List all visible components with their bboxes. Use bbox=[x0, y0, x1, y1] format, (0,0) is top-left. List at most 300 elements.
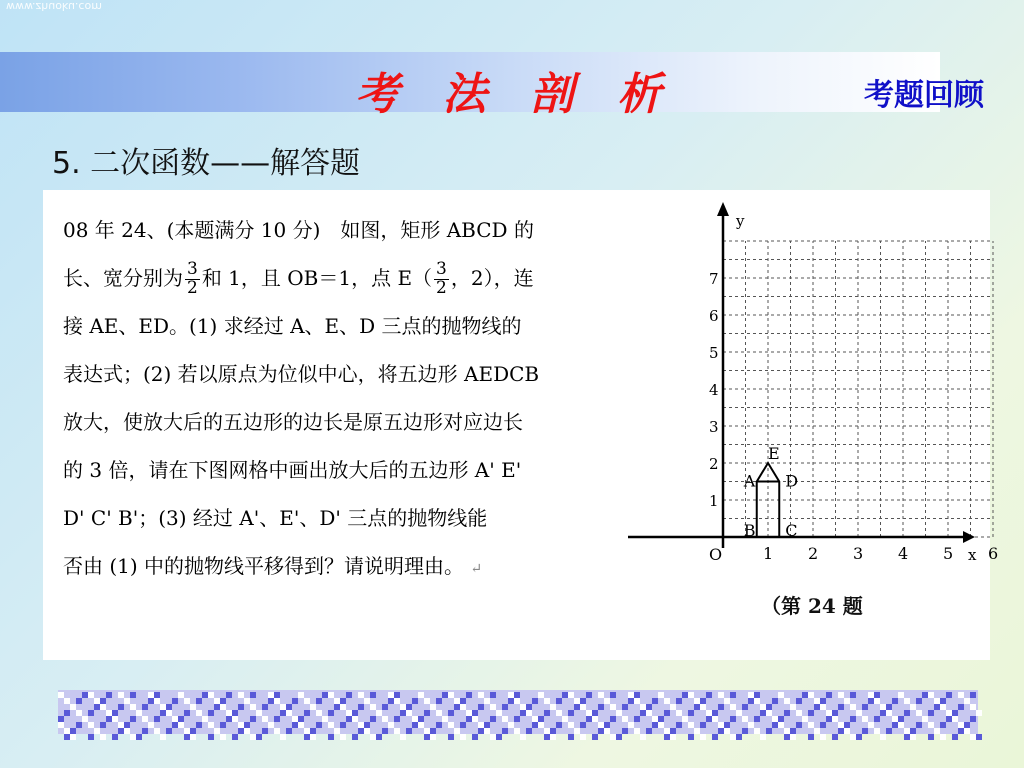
footer-tile bbox=[880, 704, 886, 710]
footer-tile bbox=[154, 728, 160, 734]
y-tick-label: 5 bbox=[709, 344, 719, 362]
footer-tile bbox=[172, 698, 178, 704]
footer-tile bbox=[430, 728, 436, 734]
footer-tile bbox=[220, 734, 226, 740]
footer-tile bbox=[598, 692, 604, 698]
footer-tile bbox=[640, 710, 646, 716]
footer-tile bbox=[742, 716, 748, 722]
tick-labels bbox=[709, 270, 998, 563]
footer-tile bbox=[394, 728, 400, 734]
footer-tile bbox=[778, 716, 784, 722]
footer-tile bbox=[346, 710, 352, 716]
footer-tile bbox=[544, 734, 550, 740]
footer-tile bbox=[928, 692, 934, 698]
x-tick-label: 3 bbox=[853, 544, 864, 563]
footer-tile bbox=[376, 710, 382, 716]
footer-tile bbox=[826, 710, 832, 716]
x-tick-label: 2 bbox=[808, 544, 819, 563]
footer-tile bbox=[466, 692, 472, 698]
footer-tile bbox=[274, 728, 280, 734]
footer-tile bbox=[58, 692, 64, 698]
footer-tile bbox=[58, 722, 64, 728]
footer-tile bbox=[724, 722, 730, 728]
footer-tile bbox=[754, 698, 760, 704]
footer-tile bbox=[214, 698, 220, 704]
footer-tile bbox=[574, 704, 580, 710]
footer-tile bbox=[502, 704, 508, 710]
footer-tile bbox=[154, 698, 160, 704]
footer-tile bbox=[646, 704, 652, 710]
footer-tile bbox=[460, 698, 466, 704]
footer-tile bbox=[154, 716, 160, 722]
footer-tile bbox=[880, 734, 886, 740]
footer-tile bbox=[64, 698, 70, 704]
footer-tile bbox=[874, 692, 880, 698]
footer-tile bbox=[556, 710, 562, 716]
footer-tile bbox=[64, 728, 70, 734]
footer-tile bbox=[388, 692, 394, 698]
footer-tile bbox=[142, 704, 148, 710]
footer-tile bbox=[472, 716, 478, 722]
footer-tile bbox=[154, 692, 160, 698]
footer-tile bbox=[346, 716, 352, 722]
footer-tile bbox=[184, 734, 190, 740]
footer-tile bbox=[352, 734, 358, 740]
footer-tile bbox=[718, 728, 724, 734]
footer-tile bbox=[100, 704, 106, 710]
y-tick-label: 6 bbox=[709, 307, 719, 325]
footer-tile bbox=[970, 704, 976, 710]
footer-tile bbox=[160, 710, 166, 716]
footer-tile bbox=[448, 734, 454, 740]
footer-tile bbox=[640, 704, 646, 710]
footer-tile bbox=[676, 698, 682, 704]
footer-tile bbox=[316, 710, 322, 716]
footer-tile bbox=[772, 722, 778, 728]
footer-tile bbox=[112, 716, 118, 722]
axes bbox=[628, 202, 975, 548]
footer-tile bbox=[838, 704, 844, 710]
footer-tile bbox=[562, 716, 568, 722]
footer-tile bbox=[310, 728, 316, 734]
footer-tile bbox=[790, 704, 796, 710]
footer-tile bbox=[664, 710, 670, 716]
x-axis-arrow bbox=[963, 531, 975, 543]
footer-tile bbox=[232, 734, 238, 740]
footer-tile bbox=[580, 704, 586, 710]
fraction-numerator: 3 bbox=[436, 259, 447, 280]
footer-tile bbox=[76, 710, 82, 716]
footer-tile bbox=[166, 710, 172, 716]
footer-tile bbox=[862, 716, 868, 722]
footer-tile bbox=[202, 716, 208, 722]
footer-tile bbox=[160, 734, 166, 740]
footer-tile bbox=[490, 716, 496, 722]
footer-tile bbox=[622, 728, 628, 734]
footer-tile bbox=[874, 698, 880, 704]
footer-tile bbox=[928, 722, 934, 728]
footer-tile bbox=[514, 728, 520, 734]
footer-tile bbox=[64, 710, 70, 716]
footer-tile bbox=[886, 728, 892, 734]
problem-line-8-text: 否由 (1) 中的抛物线平移得到？请说明理由。 bbox=[63, 554, 465, 578]
footer-tile bbox=[910, 704, 916, 710]
footer-tile bbox=[706, 716, 712, 722]
footer-tile bbox=[304, 728, 310, 734]
footer-tile bbox=[250, 734, 256, 740]
footer-tile bbox=[424, 710, 430, 716]
footer-tile bbox=[148, 698, 154, 704]
footer-tile bbox=[598, 722, 604, 728]
footer-tile bbox=[634, 728, 640, 734]
footer-tile bbox=[412, 722, 418, 728]
footer-tile bbox=[118, 704, 124, 710]
footer-tile bbox=[640, 734, 646, 740]
footer-tile bbox=[958, 728, 964, 734]
footer-tile bbox=[832, 716, 838, 722]
footer-tile bbox=[670, 704, 676, 710]
footer-tile bbox=[394, 716, 400, 722]
footer-tile bbox=[568, 734, 574, 740]
footer-tile bbox=[568, 692, 574, 698]
footer-tile bbox=[328, 734, 334, 740]
footer-tile bbox=[706, 710, 712, 716]
footer-tile bbox=[382, 728, 388, 734]
footer-tile bbox=[292, 698, 298, 704]
footer-tile bbox=[310, 704, 316, 710]
footer-tile bbox=[850, 716, 856, 722]
footer-tile bbox=[796, 698, 802, 704]
footer-tile bbox=[178, 722, 184, 728]
footer-tile bbox=[88, 734, 94, 740]
footer-tile bbox=[862, 728, 868, 734]
footer-tile bbox=[958, 704, 964, 710]
footer-tile bbox=[334, 698, 340, 704]
footer-tile bbox=[436, 698, 442, 704]
footer-tile bbox=[754, 728, 760, 734]
footer-tile bbox=[784, 728, 790, 734]
footer-tile bbox=[748, 692, 754, 698]
footer-tile bbox=[688, 722, 694, 728]
footer-tile bbox=[574, 698, 580, 704]
footer-tile bbox=[340, 704, 346, 710]
footer-tile bbox=[448, 692, 454, 698]
footer-tile bbox=[238, 704, 244, 710]
footer-tile bbox=[448, 722, 454, 728]
footer-tile bbox=[400, 710, 406, 716]
y-tick-label: 4 bbox=[709, 381, 719, 399]
footer-tile bbox=[172, 722, 178, 728]
footer-tile bbox=[802, 692, 808, 698]
point-label-d: D bbox=[785, 471, 799, 491]
footer-tile bbox=[586, 710, 592, 716]
footer-tile bbox=[310, 734, 316, 740]
footer-tile bbox=[976, 734, 982, 740]
footer-tile bbox=[490, 704, 496, 710]
footer-tile bbox=[868, 722, 874, 728]
footer-tile bbox=[958, 722, 964, 728]
footer-tile bbox=[256, 734, 262, 740]
y-axis-label: y bbox=[736, 212, 745, 230]
point-label-b: B bbox=[743, 521, 756, 540]
footer-tile bbox=[886, 710, 892, 716]
footer-tile bbox=[226, 710, 232, 716]
footer-tile bbox=[88, 722, 94, 728]
fraction-numerator: 3 bbox=[187, 259, 198, 280]
footer-tile bbox=[742, 704, 748, 710]
footer-tile bbox=[430, 734, 436, 740]
footer-tile bbox=[646, 728, 652, 734]
x-tick-label: 4 bbox=[898, 544, 909, 563]
footer-tile bbox=[736, 710, 742, 716]
footer-tile bbox=[364, 728, 370, 734]
footer-tile bbox=[730, 716, 736, 722]
footer-tile bbox=[370, 716, 376, 722]
point-label-e: E bbox=[768, 444, 780, 463]
footer-tile bbox=[520, 710, 526, 716]
footer-tile bbox=[190, 734, 196, 740]
footer-tile bbox=[412, 698, 418, 704]
footer-tile bbox=[358, 722, 364, 728]
footer-tile bbox=[340, 698, 346, 704]
footer-tile bbox=[916, 710, 922, 716]
header-subtitle: 考题回顾 bbox=[864, 78, 984, 113]
footer-tile bbox=[538, 722, 544, 728]
footer-tile bbox=[604, 698, 610, 704]
footer-tile bbox=[286, 728, 292, 734]
footer-tile bbox=[952, 716, 958, 722]
footer-tile bbox=[610, 692, 616, 698]
footer-tile bbox=[898, 692, 904, 698]
footer-tile bbox=[550, 704, 556, 710]
footer-tile bbox=[262, 716, 268, 722]
footer-tile bbox=[922, 692, 928, 698]
footer-tile bbox=[586, 716, 592, 722]
footer-tile bbox=[904, 710, 910, 716]
footer-tile bbox=[238, 728, 244, 734]
footer-tile bbox=[898, 722, 904, 728]
footer-tile bbox=[634, 716, 640, 722]
footer-tile bbox=[658, 716, 664, 722]
footer-tile bbox=[940, 734, 946, 740]
footer-tile bbox=[532, 698, 538, 704]
footer-tile bbox=[466, 710, 472, 716]
footer-tile bbox=[496, 734, 502, 740]
footer-tile bbox=[808, 722, 814, 728]
footer-tile bbox=[814, 704, 820, 710]
footer-tile bbox=[124, 698, 130, 704]
footer-tile bbox=[208, 692, 214, 698]
footer-tile bbox=[208, 722, 214, 728]
footer-tile bbox=[598, 704, 604, 710]
x-tick-label: 1 bbox=[763, 544, 774, 563]
footer-tile bbox=[226, 692, 232, 698]
footer-tile bbox=[784, 698, 790, 704]
footer-tile bbox=[316, 698, 322, 704]
footer-tile bbox=[850, 692, 856, 698]
footer-tile bbox=[778, 722, 784, 728]
footer-tile bbox=[82, 692, 88, 698]
footer-tile bbox=[460, 722, 466, 728]
footer-tile bbox=[610, 734, 616, 740]
problem-line-2-c: ，2），连 bbox=[450, 266, 534, 290]
footer-tile bbox=[454, 704, 460, 710]
return-mark: ↵ bbox=[470, 561, 483, 577]
footer-tile bbox=[358, 704, 364, 710]
footer-tile bbox=[208, 710, 214, 716]
footer-tile bbox=[580, 698, 586, 704]
footer-tile bbox=[952, 710, 958, 716]
footer-tile bbox=[370, 704, 376, 710]
footer-tile bbox=[130, 692, 136, 698]
footer-tile bbox=[742, 728, 748, 734]
footer-tile bbox=[778, 692, 784, 698]
footer-tile bbox=[280, 734, 286, 740]
footer-tile bbox=[244, 722, 250, 728]
footer-tile bbox=[220, 722, 226, 728]
footer-tile bbox=[730, 692, 736, 698]
footer-tile bbox=[412, 716, 418, 722]
footer-tile bbox=[694, 704, 700, 710]
footer-tile bbox=[304, 698, 310, 704]
footer-tile bbox=[574, 728, 580, 734]
footer-tile bbox=[184, 728, 190, 734]
footer-tile bbox=[730, 704, 736, 710]
problem-line-7: D' C' B'；(3) 经过 A'、E'、D' 三点的抛物线能 bbox=[63, 506, 488, 530]
footer-tile bbox=[178, 692, 184, 698]
footer-tile bbox=[82, 716, 88, 722]
footer-tile bbox=[136, 710, 142, 716]
footer-tile bbox=[274, 698, 280, 704]
footer-tile bbox=[700, 722, 706, 728]
footer-tile bbox=[496, 710, 502, 716]
footer-tile bbox=[682, 692, 688, 698]
footer-tile bbox=[976, 710, 982, 716]
footer-tile bbox=[802, 716, 808, 722]
footer-tile bbox=[274, 716, 280, 722]
footer-tile bbox=[112, 710, 118, 716]
footer-tile bbox=[940, 698, 946, 704]
footer-tile bbox=[148, 692, 154, 698]
footer-tile bbox=[964, 698, 970, 704]
footer-tile bbox=[400, 734, 406, 740]
y-tick-label: 7 bbox=[709, 270, 719, 288]
footer-tile bbox=[772, 698, 778, 704]
footer-tile bbox=[70, 704, 76, 710]
footer-tile bbox=[322, 692, 328, 698]
footer-tile bbox=[526, 728, 532, 734]
footer-tile bbox=[718, 692, 724, 698]
footer-tile bbox=[130, 704, 136, 710]
footer-tile bbox=[352, 710, 358, 716]
footer-tile bbox=[340, 722, 346, 728]
footer-tile bbox=[970, 716, 976, 722]
watermark: www.zhuoku.com bbox=[6, 0, 102, 13]
footer-tile bbox=[286, 704, 292, 710]
footer-tile bbox=[634, 692, 640, 698]
footer-tile bbox=[664, 728, 670, 734]
footer-tile bbox=[472, 710, 478, 716]
footer-tile bbox=[436, 710, 442, 716]
footer-tile bbox=[460, 704, 466, 710]
footer-tile bbox=[520, 704, 526, 710]
footer-tile bbox=[904, 698, 910, 704]
footer-tile bbox=[148, 722, 154, 728]
footer-tile bbox=[748, 722, 754, 728]
footer-tile bbox=[406, 704, 412, 710]
footer-tile bbox=[502, 716, 508, 722]
footer-tile bbox=[226, 716, 232, 722]
footer-tile bbox=[268, 698, 274, 704]
footer-tile bbox=[196, 710, 202, 716]
footer-tile bbox=[754, 692, 760, 698]
footer-tile bbox=[610, 704, 616, 710]
footer-tile bbox=[232, 710, 238, 716]
footer-tile bbox=[316, 722, 322, 728]
problem-text bbox=[63, 206, 623, 590]
footer-tile bbox=[718, 722, 724, 728]
problem-line-1: 08 年 24、(本题满分 10 分) 如图，矩形 ABCD 的 bbox=[63, 218, 534, 242]
footer-tile bbox=[820, 722, 826, 728]
y-axis-arrow bbox=[717, 202, 729, 216]
footer-tile bbox=[622, 704, 628, 710]
footer-tile bbox=[892, 716, 898, 722]
footer-tile bbox=[694, 728, 700, 734]
footer-tile bbox=[274, 692, 280, 698]
footer-tile bbox=[628, 692, 634, 698]
footer-tile bbox=[286, 710, 292, 716]
footer-tile bbox=[568, 710, 574, 716]
footer-tile bbox=[922, 716, 928, 722]
footer-tile bbox=[700, 698, 706, 704]
footer-tile bbox=[634, 698, 640, 704]
footer-tile bbox=[676, 722, 682, 728]
footer-tile bbox=[454, 698, 460, 704]
footer-tile bbox=[418, 716, 424, 722]
footer-tile bbox=[880, 710, 886, 716]
footer-tile bbox=[478, 704, 484, 710]
footer-tile bbox=[196, 698, 202, 704]
footer-tile bbox=[418, 722, 424, 728]
footer-tile bbox=[844, 722, 850, 728]
footer-tile bbox=[478, 728, 484, 734]
footer-tile bbox=[808, 692, 814, 698]
footer-tile bbox=[514, 716, 520, 722]
footer-tile bbox=[430, 704, 436, 710]
footer-tile bbox=[610, 716, 616, 722]
footer-tile bbox=[718, 704, 724, 710]
coordinate-grid-figure bbox=[628, 198, 999, 568]
footer-tile bbox=[766, 728, 772, 734]
y-tick-label: 3 bbox=[709, 418, 719, 436]
footer-tile bbox=[424, 728, 430, 734]
footer-tile bbox=[862, 704, 868, 710]
footer-tile bbox=[244, 698, 250, 704]
footer-tile bbox=[964, 722, 970, 728]
footer-tile bbox=[562, 692, 568, 698]
footer-tile bbox=[814, 728, 820, 734]
footer-tile bbox=[250, 704, 256, 710]
footer-tile bbox=[400, 704, 406, 710]
footer-tile bbox=[712, 716, 718, 722]
grid-lines bbox=[723, 241, 993, 537]
footer-tile bbox=[958, 692, 964, 698]
footer-tile bbox=[604, 728, 610, 734]
x-axis-label: x bbox=[968, 546, 977, 564]
footer-tile bbox=[598, 728, 604, 734]
footer-tile bbox=[724, 698, 730, 704]
footer-tile bbox=[760, 734, 766, 740]
